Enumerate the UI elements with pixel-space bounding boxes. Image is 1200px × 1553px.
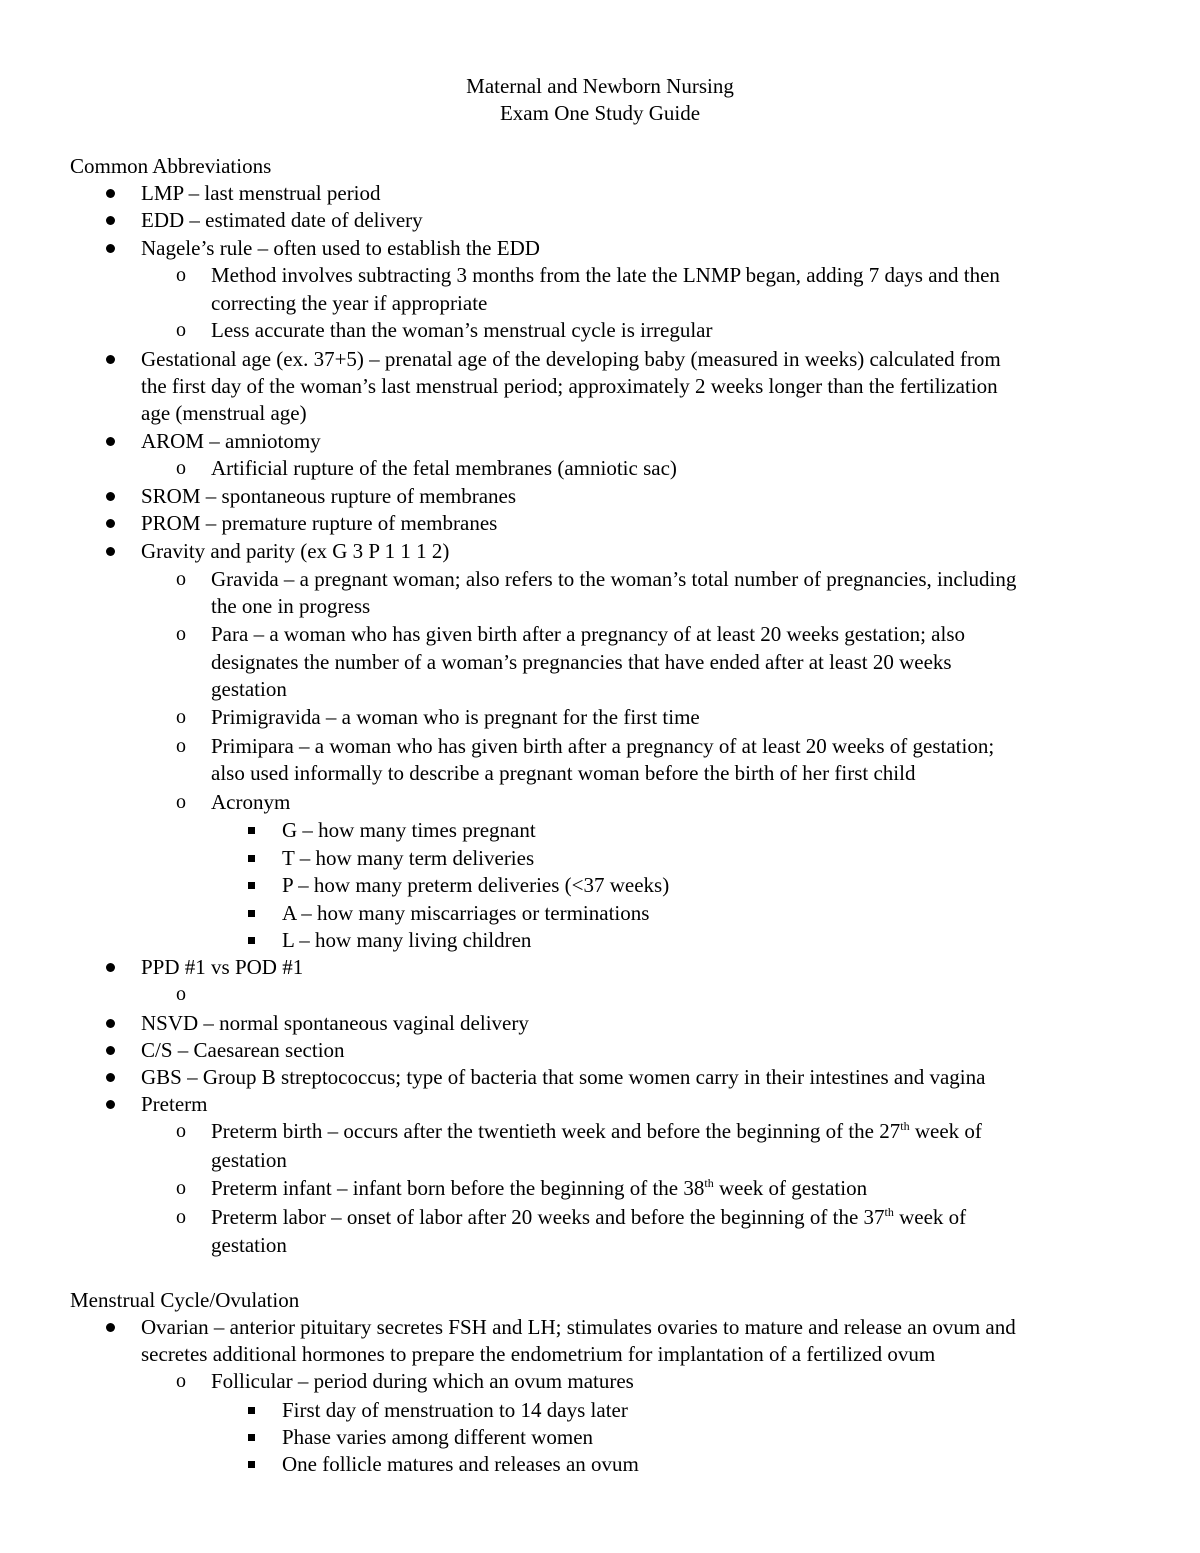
text-run: week of gestation (713, 1176, 868, 1200)
list-item: Gravida – a pregnant woman; also refers to the woman’s total number of pregnancies, including (211, 567, 1017, 591)
bullet-square (248, 817, 260, 844)
bullet-circle: o (176, 319, 186, 341)
section-heading-abbreviations: Common Abbreviations (70, 154, 272, 178)
list-item-preterm-birth (211, 1118, 982, 1145)
text-run: Preterm infant – infant born before the beginning of the 38 (211, 1176, 705, 1200)
bullet-disc (106, 483, 118, 510)
bullet-circle: o (176, 623, 186, 645)
bullet-square (248, 845, 260, 872)
bullet-square (248, 1424, 260, 1451)
text-run: week of (893, 1205, 967, 1229)
bullet-circle: o (176, 983, 186, 1005)
bullet-disc (106, 346, 118, 373)
list-item: GBS – Group B streptococcus; type of bacteria that some women carry in their intestines and vagina (141, 1065, 986, 1089)
list-item: Primipara – a woman who has given birth after a pregnancy of at least 20 weeks of gestation; (211, 734, 995, 758)
list-item-continuation: gestation (211, 677, 287, 701)
list-item-preterm-infant (211, 1175, 867, 1202)
bullet-disc (106, 954, 118, 981)
bullet-disc (106, 180, 118, 207)
list-item: PROM – premature rupture of membranes (141, 511, 498, 535)
list-item: Artificial rupture of the fetal membranes (amniotic sac) (211, 456, 677, 480)
bullet-disc (106, 207, 118, 234)
list-item: A – how many miscarriages or terminations (282, 901, 650, 925)
bullet-disc (106, 428, 118, 455)
bullet-circle: o (176, 457, 186, 479)
bullet-circle: o (176, 568, 186, 590)
list-item: First day of menstruation to 14 days later (282, 1398, 628, 1422)
bullet-disc (106, 1010, 118, 1037)
bullet-disc (106, 1064, 118, 1091)
bullet-square (248, 1451, 260, 1478)
list-item: Acronym (211, 790, 291, 814)
list-item-continuation: gestation (211, 1233, 287, 1257)
document-subtitle: Exam One Study Guide (499, 101, 701, 125)
list-item-continuation: correcting the year if appropriate (211, 291, 488, 315)
bullet-disc (106, 538, 118, 565)
section-heading-menstrual-cycle: Menstrual Cycle/Ovulation (70, 1288, 300, 1312)
list-item: Method involves subtracting 3 months from the late the LNMP began, adding 7 days and then (211, 263, 1000, 287)
list-item: G – how many times pregnant (282, 818, 536, 842)
list-item: NSVD – normal spontaneous vaginal delivery (141, 1011, 529, 1035)
bullet-circle: o (176, 1206, 186, 1228)
bullet-disc (106, 235, 118, 262)
list-item: PPD #1 vs POD #1 (141, 955, 304, 979)
list-item: SROM – spontaneous rupture of membranes (141, 484, 517, 508)
bullet-disc (106, 510, 118, 537)
list-item-preterm-labor (211, 1204, 966, 1231)
list-item: Ovarian – anterior pituitary secretes FSH and LH; stimulates ovaries to mature and release an ovum and (141, 1315, 1016, 1339)
list-item: LMP – last menstrual period (141, 181, 381, 205)
bullet-square (248, 900, 260, 927)
bullet-circle: o (176, 1120, 186, 1142)
list-item-continuation: the first day of the woman’s last menstrual period; approximately 2 weeks longer than the fertilization (141, 374, 998, 398)
bullet-square (248, 1397, 260, 1424)
bullet-square (248, 872, 260, 899)
bullet-disc (106, 1091, 118, 1118)
list-item: T – how many term deliveries (282, 846, 535, 870)
list-item: Gestational age (ex. 37+5) – prenatal age of the developing baby (measured in weeks) calculated from (141, 347, 1001, 371)
list-item: Para – a woman who has given birth after a pregnancy of at least 20 weeks gestation; also (211, 622, 966, 646)
list-item: L – how many living children (282, 928, 532, 952)
list-item: Gravity and parity (ex G 3 P 1 1 1 2) (141, 539, 450, 563)
bullet-square (248, 927, 260, 954)
list-item: Preterm (141, 1092, 208, 1116)
list-item: EDD – estimated date of delivery (141, 208, 423, 232)
list-item: One follicle matures and releases an ovum (282, 1452, 639, 1476)
document-title: Maternal and Newborn Nursing (466, 74, 734, 98)
list-item: Follicular – period during which an ovum matures (211, 1369, 634, 1393)
ordinal-superscript: th (704, 1176, 714, 1190)
list-item-continuation: the one in progress (211, 594, 371, 618)
bullet-circle: o (176, 735, 186, 757)
text-run: Preterm birth – occurs after the twentieth week and before the beginning of the 27 (211, 1119, 901, 1143)
bullet-disc (106, 1314, 118, 1341)
list-item-continuation: gestation (211, 1148, 287, 1172)
list-item: P – how many preterm deliveries (<37 weeks) (282, 873, 670, 897)
list-item: Primigravida – a woman who is pregnant for the first time (211, 705, 700, 729)
text-run: week of (909, 1119, 982, 1143)
text-run: Preterm labor – onset of labor after 20 weeks and before the beginning of the 37 (211, 1205, 885, 1229)
bullet-circle: o (176, 706, 186, 728)
list-item-continuation: secretes additional hormones to prepare the endometrium for implantation of a fertilized ovum (141, 1342, 936, 1366)
list-item: C/S – Caesarean section (141, 1038, 345, 1062)
ordinal-superscript: th (884, 1205, 894, 1219)
list-item-continuation: designates the number of a woman’s pregnancies that have ended after at least 20 weeks (211, 650, 952, 674)
list-item: AROM – amniotomy (141, 429, 321, 453)
bullet-circle: o (176, 1177, 186, 1199)
bullet-circle: o (176, 264, 186, 286)
bullet-disc (106, 1037, 118, 1064)
list-item: Nagele’s rule – often used to establish the EDD (141, 236, 540, 260)
list-item-continuation: age (menstrual age) (141, 401, 307, 425)
bullet-circle: o (176, 791, 186, 813)
list-item: Less accurate than the woman’s menstrual cycle is irregular (211, 318, 713, 342)
list-item: Phase varies among different women (282, 1425, 594, 1449)
bullet-circle: o (176, 1370, 186, 1392)
list-item-continuation: also used informally to describe a pregnant woman before the birth of her first child (211, 761, 916, 785)
ordinal-superscript: th (900, 1119, 910, 1133)
